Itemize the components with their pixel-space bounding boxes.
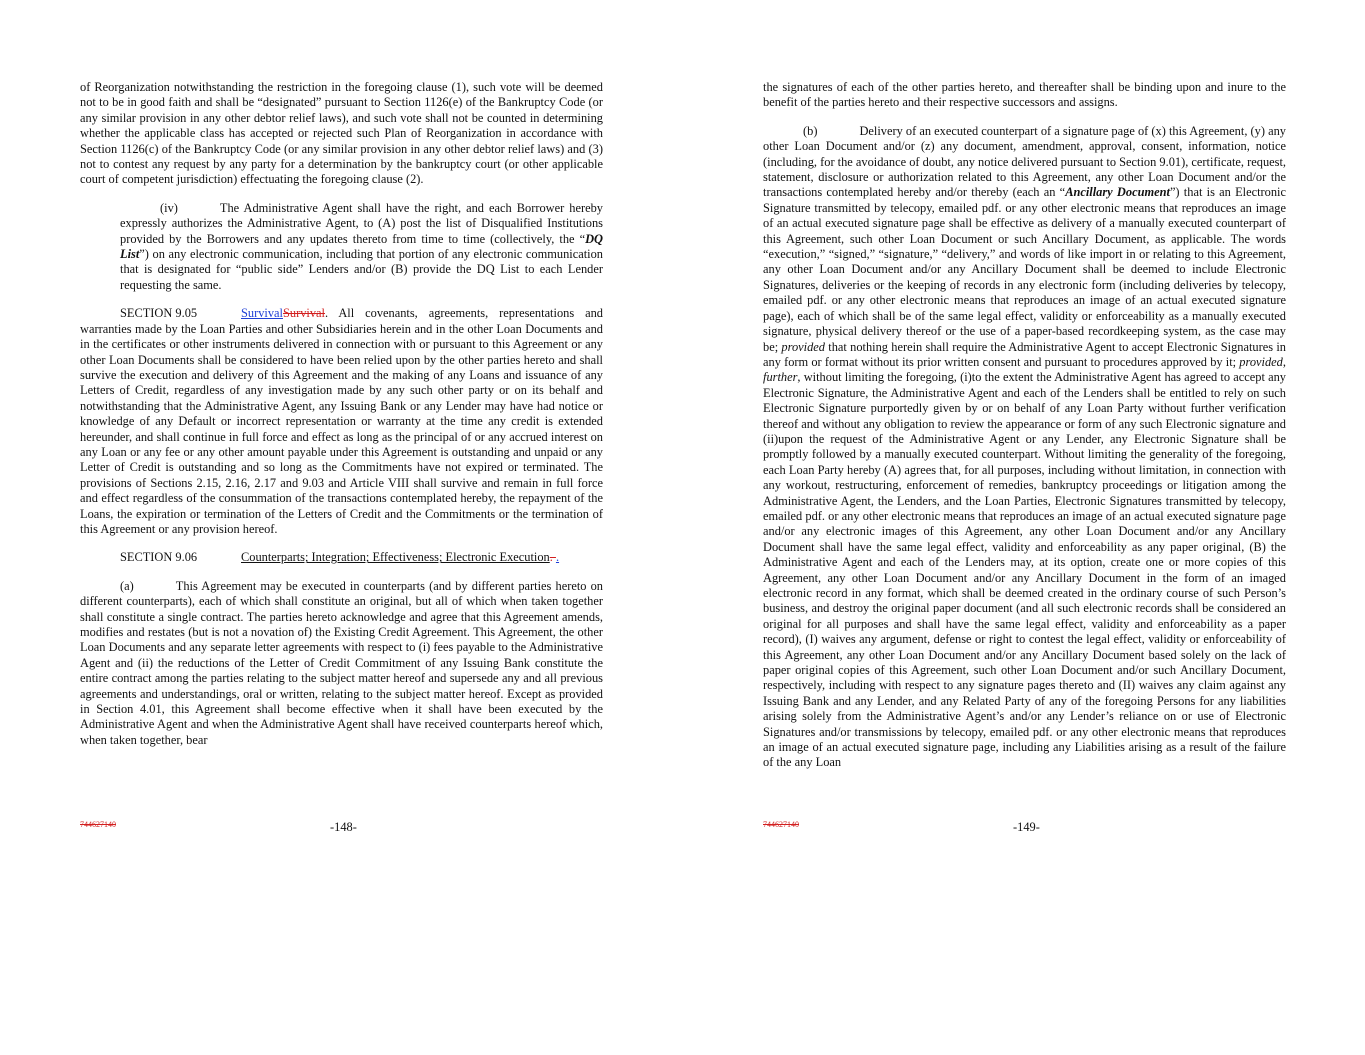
section-9-05 (80, 306, 603, 537)
clause-b-comma: , (1282, 354, 1286, 369)
section-9-05-body: . All covenants, agreements, representations and warranties made by the Loan Parties and other Subsidiaries herein and in the other Loan Documents and in the certificates or other instruments delivered in connection with or pursuant to this Agreement or any other Loan Documents shall be considered to have been relied upon by the other parties hereto and shall survive the execution and delivery of this Agreement and the making of any Loans and issuance of any Letters of Credit, regardless of any investigation made by any such other party or on its behalf and notwithstanding that the Administrative Agent, any Issuing Bank or any Lender may have had notice or knowledge of any Default or incorrect representation or warranty at the time any credit is extended hereunder, and shall continue in full force and effect as long as the principal of or any accrued interest on any Loan or any fee or any other amount payable under this Agreement is outstanding and unpaid or any Letter of Credit is outstanding and so long as the Commitments have not expired or terminated. The provisions of Sections 2.15, 2.16, 2.17 and 9.03 and Article VIII shall survive and remain in full force and effect regardless of the consummation of the transactions contemplated hereby, the repayment of the Loans, the expiration or termination of the Letters of Credit and the Commitments or the termination of this Agreement or any provision hereof. (80, 306, 603, 536)
right-page (763, 80, 1286, 784)
left-doc-id: 744627140 (80, 820, 116, 829)
clause-a (80, 579, 603, 748)
section-9-05-title-inserted: Survival (241, 306, 283, 321)
clause-iv-text-before: The Administrative Agent shall have the right, and each Borrower hereby expressly authorizes the Administrative Agent, to (A) post the list of Disqualified Institutions provided by the Borrowers and any updates thereto from time to time (collectively, the “ (120, 200, 603, 246)
section-9-06-title-deleted: . (549, 550, 556, 565)
right-doc-id: 744627140 (763, 820, 799, 829)
left-page (80, 80, 603, 761)
section-9-06-heading (80, 550, 603, 565)
clause-b-part-4: , without limiting the foregoing, (i)to the extent the Administrative Agent has agreed to accept any Electronic Signature, the Administrative Agent and each of the Lenders shall be entitled to rely on such Electronic Signature purportedly given by or on behalf of any Loan Party without further verification thereof and without any obligation to review the appearance or form of any such Electronic signature and (ii)upon the request of the Administrative Agent or any Lender, any Electronic Signature shall be promptly followed by a manually executed counterpart. Without limiting the generality of the foregoing, each Loan Party hereby (A) agrees that, for all purposes, including without limitation, in connection with any workout, restructuring, enforcement of remedies, bankruptcy proceedings or litigation among the Administrative Agent, the Lenders, and the Loan Parties, Electronic Signatures transmitted by telecopy, emailed pdf. or any other electronic means that reproduces an image of an actual executed signature page and/or any electronic images of this Agreement, any other Loan Document and/or any Ancillary Document shall have the same legal effect, validity and enforceability as any paper original, (B) the Administrative Agent and each of the Lenders may, at its option, create one or more copies of this Agreement, any other Loan Document and/or any Ancillary Document in the form of an imaged electronic record in any format, which shall be deemed created in the ordinary course of such Person’s business, and destroy the original paper document (and all such electronic records shall be considered an original for all purposes and shall have the same legal effect, validity and enforceability as a paper record), (I) waives any argument, defense or right to contest the legal effect, validity or enforceability of this Agreement, any other Loan Document and/or any Ancillary Document based solely on the lack of paper original copies of this Agreement, such other Loan Document and/or such Ancillary Document, respectively, including with respect to any signature pages thereto and (II) waives any claim against any Issuing Bank and any Lender, and any Related Party of any of the foregoing Persons for any liabilities arising solely from the Administrative Agent’s and/or any Lender’s reliance on or use of Electronic Signatures and/or transmissions by telecopy, emailed pdf. or any other electronic means that reproduces an image of an actual executed signature page, including any Liabilities arising as a result of the failure of the any Loan (763, 370, 1286, 770)
clause-b-part-3: that nothing herein shall require the Administrative Agent to accept Electronic Signatures in any form or format without its prior written consent and pursuant to procedures approved by it; (763, 339, 1286, 369)
clause-a-label: (a) (120, 578, 134, 593)
clause-b-part-2: ”) that is an Electronic Signature transmitted by telecopy, emailed pdf. or any other electronic means that reproduces an image of an actual executed signature page shall be effective as delivery of a manually executed counterpart of this Agreement, such other Loan Document or such Ancillary Document, as applicable. The words “execution,” “signed,” “signature,” “delivery,” and words of like import in or relating to this Agreement, any other Loan Document and/or any Ancillary Document shall be deemed to include Electronic Signatures, deliveries or the keeping of records in any electronic form (including deliveries by telecopy, emailed pdf. or any other electronic means that reproduces an image of an actual executed signature page), each of which shall be of the same legal effect, validity or enforceability as a manually executed signature, physical delivery thereof or the use of a paper-based recordkeeping system, as the case may be; (763, 185, 1286, 354)
section-9-05-number: SECTION 9.05 (120, 306, 198, 321)
right-page-number: -149- (1013, 820, 1040, 834)
clause-b (763, 124, 1286, 771)
right-para-1: the signatures of each of the other parties hereto, and thereafter shall be binding upon and inure to the benefit of the parties hereto and their respective successors and assigns. (763, 80, 1286, 110)
provided-term-2: provided (1239, 354, 1283, 369)
clause-iv-text-after: ”) on any electronic communication, including that portion of any electronic communication that is designated for “public side” Lenders and/or (B) provide the DQ List to each Lender requesting the same. (120, 247, 603, 292)
provided-term-1: provided (781, 339, 826, 354)
section-9-06-number: SECTION 9.06 (120, 550, 198, 565)
clause-b-label: (b) (803, 123, 818, 138)
left-page-number: -148- (330, 820, 357, 834)
section-9-05-title-deleted: Survival (283, 306, 325, 321)
clause-iv (120, 201, 603, 293)
left-para-1: of Reorganization notwithstanding the restriction in the foregoing clause (1), such vote will be deemed not to be in good faith and shall be “designated” pursuant to Section 1126(e) of the Bankruptcy Code (or any similar provision in any other debtor relief laws), and such vote shall not be counted in determining whether the applicable class has accepted or rejected such Plan of Reorganization in accordance with Section 1126(c) of the Bankruptcy Code (or any similar provision in any other debtor relief laws) and (3) not to contest any request by any party for a determination by the bankruptcy court (or other applicable court of competent jurisdiction) effectuating the foregoing clause (2). (80, 80, 603, 187)
clause-a-text: This Agreement may be executed in counterparts (and by different parties hereto on different counterparts), each of which shall constitute an original, but all of which when taken together shall constitute a single contract. The parties hereto acknowledge and agree that this Agreement amends, modifies and restates (but is not a novation of) the Existing Credit Agreement. This Agreement, the other Loan Documents and any separate letter agreements with respect to (i) fees payable to the Administrative Agent and (ii) the reductions of the Letter of Credit Commitment of any Issuing Bank constitute the entire contract among the parties relating to the subject matter hereof and supersede any and all previous agreements and understandings, oral or written, relating to the subject matter hereof. Except as provided in Section 4.01, this Agreement shall become effective when it shall have been executed by the Administrative Agent and when the Administrative Agent shall have received counterparts hereof which, when taken together, bear (80, 578, 603, 747)
section-9-06-title-inserted: . (555, 550, 560, 565)
section-9-06-title: Counterparts; Integration; Effectiveness; Electronic Execution (241, 550, 550, 565)
ancillary-document-term: Ancillary Document (1065, 185, 1170, 200)
dq-list-term: DQ List (120, 231, 603, 262)
clause-iv-label: (iv) (160, 200, 178, 215)
further-term: further (763, 370, 798, 385)
clause-b-part-1: Delivery of an executed counterpart of a signature page of (x) this Agreement, (y) any other Loan Document and/or (z) any document, amendment, approval, consent, information, notice (including, for the avoidance of doubt, any notice delivered pursuant to Section 9.01), certificate, request, statement, disclosure or authorization related to this Agreement, any other Loan Document and/or the transactions contemplated hereby and/or thereby (each an “ (763, 123, 1286, 200)
